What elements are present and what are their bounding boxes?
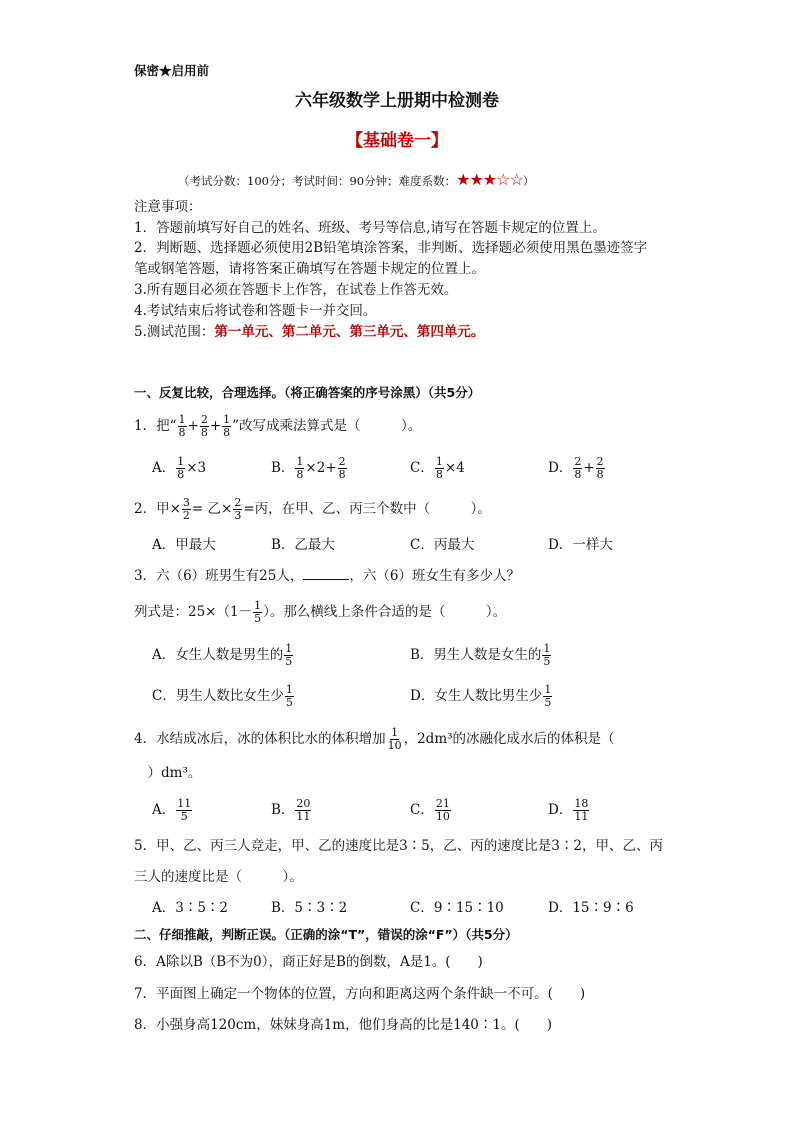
fraction: $\frac{3}{2}$ (182, 496, 190, 522)
q5-option-c[interactable]: C．9∶15∶10 (410, 900, 504, 916)
question-2: 2．甲× $\frac{3}{2}$ = 乙× $\frac{2}{3}$ =丙，在甲、乙、丙三个数中（ ）。 (134, 496, 491, 522)
star-filled-icon: ★★★ (456, 170, 497, 189)
note-1: 1．答题前填写好自己的姓名、班级、考号等信息,请写在答题卡规定的位置上。 (134, 220, 606, 236)
fraction: $\frac{1}{8}$ (296, 455, 304, 481)
q2-option-c[interactable]: C．丙最大 (410, 537, 475, 553)
q3-option-b[interactable]: B．男生人数是女生的 $\frac{1}{5}$ (410, 642, 551, 668)
question-7: 7．平面图上确定一个物体的位置，方向和距离这两个条件缺一不可。( ) (134, 986, 586, 1002)
question-5-line1: 5．甲、乙、丙三人竞走，甲、乙的速度比是3∶5，乙、丙的速度比是3∶2，甲、乙、丙 (134, 838, 663, 854)
note-4: 4.考试结束后将试卷和答题卡一并交回。 (134, 303, 377, 319)
q5-option-a[interactable]: A．3∶5∶2 (152, 900, 229, 916)
star-empty-icon: ☆☆ (496, 170, 523, 189)
note-5 (134, 322, 484, 342)
q1-option-a[interactable]: A． $\frac{1}{8}$ ×3 (152, 455, 207, 481)
fraction: $\frac{11}{5}$ (177, 797, 192, 823)
fraction: $\frac{1}{5}$ (285, 683, 293, 709)
fraction: $\frac{1}{8}$ (177, 455, 185, 481)
fraction: $\frac{1}{8}$ (178, 413, 186, 439)
test-range: 第一单元、第二单元、第三单元、第四单元。 (214, 324, 485, 340)
section-2-heading: 二、仔细推敲，判断正误。（正确的涂“T”，错误的涂“F”）（共5分） (134, 927, 518, 942)
q4-option-b[interactable]: B． $\frac{20}{11}$ (271, 797, 311, 823)
fraction: $\frac{20}{11}$ (296, 797, 311, 823)
section-1-heading: 一、反复比较，合理选择。（将正确答案的序号涂黑）（共5分） (134, 385, 481, 400)
q2-option-b[interactable]: B．乙最大 (271, 537, 335, 553)
q4-option-c[interactable]: C． $\frac{21}{10}$ (410, 797, 450, 823)
q3-option-a[interactable]: A．女生人数是男生的 $\frac{1}{5}$ (152, 642, 293, 668)
q4-option-a[interactable]: A． $\frac{11}{5}$ (152, 797, 192, 823)
q5-option-b[interactable]: B．5∶3∶2 (271, 900, 348, 916)
exam-meta (178, 170, 534, 191)
fraction: $\frac{2}{8}$ (200, 413, 208, 439)
difficulty-stars (456, 170, 523, 189)
q1-option-d[interactable]: D． $\frac{2}{8}$ + $\frac{2}{8}$ (548, 455, 604, 481)
answer-blank[interactable] (303, 565, 349, 580)
fraction: $\frac{1}{5}$ (544, 683, 552, 709)
page-subtitle: 【基础卷一】 (346, 131, 448, 151)
fraction: $\frac{2}{8}$ (574, 455, 582, 481)
fraction: $\frac{1}{5}$ (543, 642, 551, 668)
note-2a: 2．判断题、选择题必须使用2B铅笔填涂答案，非判断、选择题必须使用黑色墨迹签字 (134, 240, 648, 256)
fraction: $\frac{21}{10}$ (435, 797, 450, 823)
question-1: 1．把“ $\frac{1}{8}$ + $\frac{2}{8}$ + $\frac{1}{8}$ ”改写成乘法算式是（ ）。 (134, 413, 422, 439)
question-8: 8．小强身高120cm，妹妹身高1m，他们身高的比是140∶1。( ) (134, 1017, 552, 1033)
fraction: $\frac{1}{10}$ (387, 726, 402, 752)
meta-suffix: ） (522, 174, 535, 188)
fraction: $\frac{2}{3}$ (234, 496, 242, 522)
fraction: $\frac{2}{8}$ (338, 455, 346, 481)
fraction: $\frac{18}{11}$ (574, 797, 589, 823)
q1-prefix: 1．把“ (134, 418, 177, 434)
q1-option-c[interactable]: C． $\frac{1}{8}$ ×4 (410, 455, 465, 481)
note-2b: 笔或钢笔答题，请将答案正确填写在答题卡规定的位置上。 (134, 261, 485, 277)
q1-option-b[interactable]: B． $\frac{1}{8}$ ×2+ $\frac{2}{8}$ (271, 455, 346, 481)
confidential-label: 保密★启用前 (134, 63, 210, 78)
note-5-prefix: 5.测试范围： (134, 324, 215, 340)
q1-stem: ”改写成乘法算式是（ ）。 (232, 418, 422, 434)
question-4-line1: 4．水结成冰后，冰的体积比水的体积增加 $\frac{1}{10}$ ，2dm³的冰融化成水后的体积是（ (134, 726, 615, 752)
fraction: $\frac{1}{5}$ (254, 599, 262, 625)
notes-heading: 注意事项： (134, 199, 202, 215)
q2-option-d[interactable]: D．一样大 (548, 537, 613, 553)
question-5-line2: 三人的速度比是（ ）。 (134, 869, 303, 885)
page-title: 六年级数学上册期中检测卷 (295, 91, 499, 111)
q4-option-d[interactable]: D． $\frac{18}{11}$ (548, 797, 589, 823)
q5-option-d[interactable]: D．15∶9∶6 (548, 900, 634, 916)
meta-prefix: （考试分数：100分；考试时间：90分钟；难度系数： (178, 174, 457, 188)
q2-option-a[interactable]: A．甲最大 (152, 537, 216, 553)
q3-option-c[interactable]: C．男生人数比女生少 $\frac{1}{5}$ (152, 683, 293, 709)
question-3-line2: 列式是：25×（1－ $\frac{1}{5}$ ）。那么横线上条件合适的是（ ）。 (134, 599, 507, 625)
q3-option-d[interactable]: D．女生人数比男生少 $\frac{1}{5}$ (410, 683, 552, 709)
note-3: 3.所有题目必须在答题卡上作答，在试卷上作答无效。 (134, 282, 458, 298)
question-3-line1: 3．六（6）班男生有25人， ，六（6）班女生有多少人？ (134, 565, 520, 586)
fraction: $\frac{1}{5}$ (285, 642, 293, 668)
fraction: $\frac{1}{8}$ (435, 455, 443, 481)
fraction: $\frac{1}{8}$ (223, 413, 231, 439)
question-4-line2: ）dm³。 (134, 765, 202, 781)
fraction: $\frac{2}{8}$ (596, 455, 604, 481)
question-6: 6．A除以B（B不为0），商正好是B的倒数，A是1。( ) (134, 954, 483, 970)
